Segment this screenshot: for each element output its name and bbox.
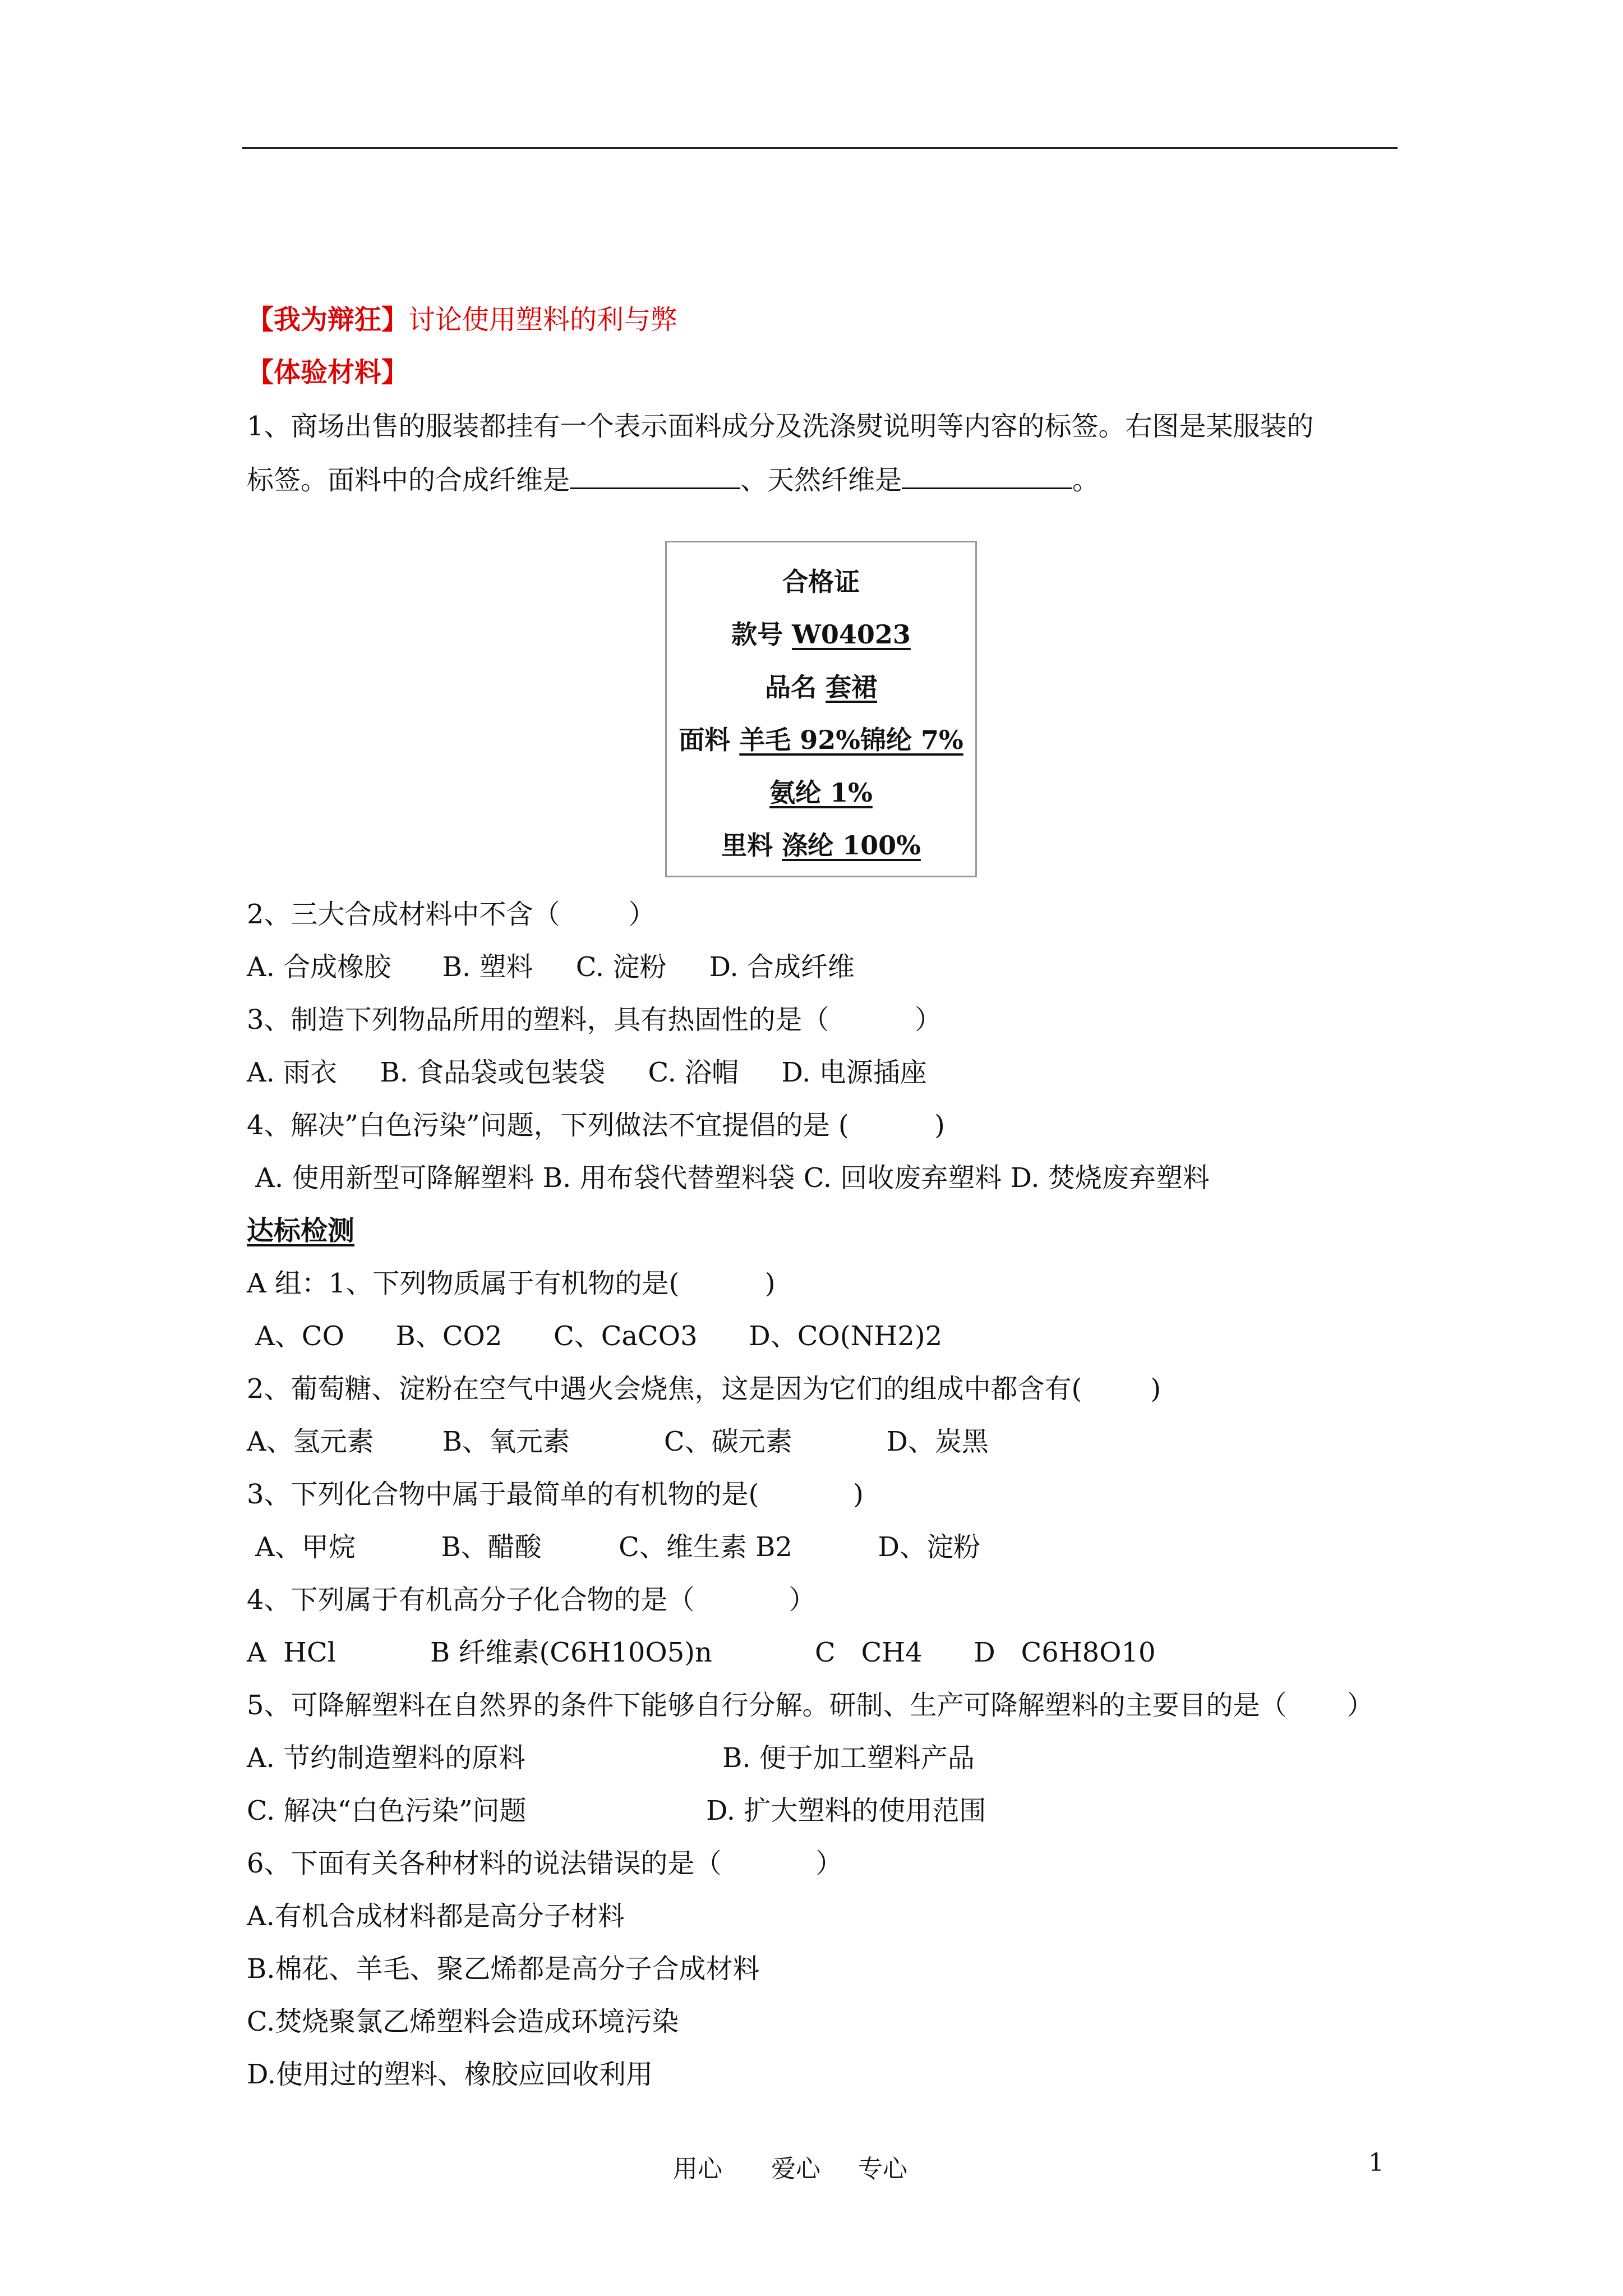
test-line: B.棉花、羊毛、聚乙烯都是高分子合成材料 xyxy=(247,1953,760,1985)
certificate-title: 合格证 xyxy=(782,567,860,597)
test-line: 5、可降解塑料在自然界的条件下能够自行分解。研制、生产可降解塑料的主要目的是（ ） xyxy=(247,1690,1374,1721)
name-value: 套裙 xyxy=(826,672,877,702)
fabric-label: 面料 xyxy=(679,725,731,755)
q1-blank-synthetic[interactable] xyxy=(570,463,740,489)
certificate-name xyxy=(667,670,975,704)
certificate-fabric-2 xyxy=(667,776,975,809)
debate-heading xyxy=(247,303,677,337)
certificate-label xyxy=(665,541,977,877)
test-line: 4、下列属于有机高分子化合物的是（ ） xyxy=(247,1584,816,1616)
q1-line1: 1、商场出售的服装都挂有一个表示面料成分及洗涤熨说明等内容的标签。右图是某服装的 xyxy=(247,411,1314,442)
test-line: A、CO B、CO2 C、CaCO3 D、CO(NH2)2 xyxy=(247,1320,943,1352)
q1-blank-natural[interactable] xyxy=(902,463,1072,489)
test-line: A HCl B 纤维素(C6H10O5)n C CH4 D C6H8O10 xyxy=(247,1637,1156,1668)
name-label: 品名 xyxy=(764,672,817,702)
header-rule xyxy=(242,147,1398,149)
footer-motto-3: 专心 xyxy=(858,2155,907,2183)
test-line: C.焚烧聚氯乙烯塑料会造成环境污染 xyxy=(247,2006,679,2037)
test-line: 2、葡萄糖、淀粉在空气中遇火会烧焦，这是因为它们的组成中都含有( ) xyxy=(247,1373,1161,1405)
experience-heading: 【体验材料】 xyxy=(247,357,409,388)
test-line: A、甲烷 B、醋酸 C、维生素 B2 D、淀粉 xyxy=(247,1531,980,1563)
test-line: 3、下列化合物中属于最简单的有机物的是( ) xyxy=(247,1479,864,1510)
footer-motto-1: 用心 xyxy=(673,2155,722,2183)
fabric-value-2: 氨纶 1% xyxy=(769,777,873,808)
q2-stem: 2、三大合成材料中不含（ ） xyxy=(247,899,656,930)
lining-label: 里料 xyxy=(721,830,773,861)
footer-motto-2: 爱心 xyxy=(771,2155,820,2183)
q1-part-c: 。 xyxy=(1072,464,1100,496)
lining-value: 涤纶 100% xyxy=(782,830,921,861)
test-line: A 组：1、下列物质属于有机物的是( ) xyxy=(247,1268,776,1299)
test-line: A、氢元素 B、氧元素 C、碳元素 D、炭黑 xyxy=(247,1426,989,1457)
certificate-fabric xyxy=(667,723,975,757)
debate-tag: 【我为辩狂】 xyxy=(247,304,409,335)
q1-line2 xyxy=(247,463,1099,497)
test-line: 6、下面有关各种材料的说法错误的是（ ） xyxy=(247,1848,843,1879)
q3-stem: 3、制造下列物品所用的塑料，具有热固性的是（ ） xyxy=(247,1004,942,1036)
test-line: C. 解决“白色污染”问题 D. 扩大塑料的使用范围 xyxy=(247,1795,986,1826)
page-number: 1 xyxy=(1368,2148,1384,2177)
test-line: A.有机合成材料都是高分子材料 xyxy=(247,1901,625,1932)
q1-part-a: 标签。面料中的合成纤维是 xyxy=(247,464,570,496)
standard-test-title: 达标检测 xyxy=(247,1215,355,1246)
test-line: D.使用过的塑料、橡胶应回收利用 xyxy=(247,2059,653,2090)
q4-stem: 4、解决”白色污染”问题，下列做法不宜提倡的是 ( ) xyxy=(247,1110,945,1141)
q4-options: A. 使用新型可降解塑料 B. 用布袋代替塑料袋 C. 回收废弃塑料 D. 焚烧废弃塑料 xyxy=(247,1162,1210,1194)
style-label: 款号 xyxy=(731,619,783,650)
test-line: A. 节约制造塑料的原料 B. 便于加工塑料产品 xyxy=(247,1742,975,1774)
debate-text: 讨论使用塑料的利与弊 xyxy=(408,304,678,335)
certificate-style xyxy=(667,618,975,651)
q3-options: A. 雨衣 B. 食品袋或包装袋 C. 浴帽 D. 电源插座 xyxy=(247,1057,927,1088)
q2-options: A. 合成橡胶 B. 塑料 C. 淀粉 D. 合成纤维 xyxy=(247,951,855,983)
fabric-value: 羊毛 92%锦纶 7% xyxy=(739,725,963,755)
certificate-lining xyxy=(667,829,975,862)
q1-part-b: 、天然纤维是 xyxy=(740,464,902,496)
style-value: W04023 xyxy=(792,619,911,650)
